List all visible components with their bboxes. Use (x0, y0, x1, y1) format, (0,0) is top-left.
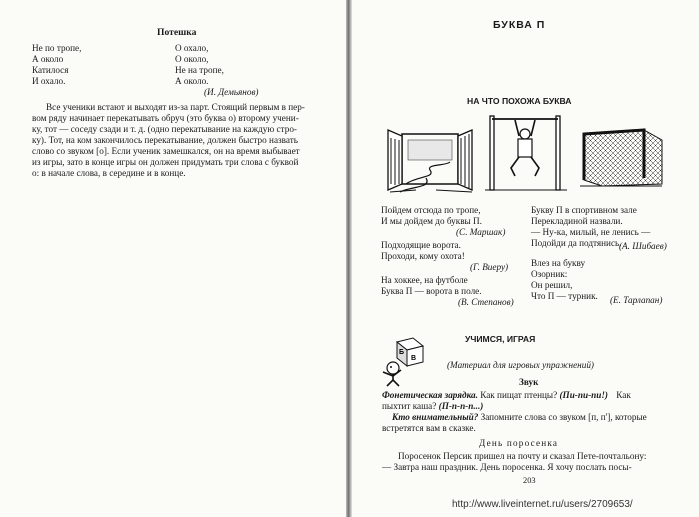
poem-author: (В. Степанов) (458, 297, 514, 307)
poem-author: (Г. Виеру) (470, 262, 509, 272)
attention-text: Запомните слова со звуком [п, п'], которые (480, 412, 647, 422)
poem-line: — Ну-ка, милый, не ленись — (531, 227, 651, 237)
poem-line: Не по тропе, (32, 43, 82, 53)
instruction-line: из игры, зато в конце игры он должен придумать три слова с буквой (32, 157, 299, 167)
poem-line: Букву П в спортивном зале (531, 205, 637, 215)
poem-author: (С. Маршак) (456, 227, 506, 237)
poem-line: Подходящие ворота. (381, 240, 461, 250)
instruction-line: слово со звуком [о]. Если ученик замешкался, он на время выбывает (32, 146, 300, 156)
phonetic-label: Фонетическая зарядка. (382, 390, 478, 400)
section-heading: НА ЧТО ПОХОЖА БУКВА (467, 96, 572, 106)
story-title: День поросенка (479, 438, 559, 448)
phonetic-line (382, 390, 631, 401)
page-title: БУКВА П (493, 19, 546, 31)
sound-heading: Звук (519, 377, 539, 387)
poem-line: И мы дойдем до буквы П. (381, 216, 482, 226)
poem-line: Катилося (32, 65, 69, 75)
poem-title: Потешка (157, 27, 197, 38)
watermark-url: http://www.liveinternet.ru/users/2709653/ (452, 499, 633, 510)
instruction-line: ку, тот — соседу сзади и т. д. (одно перекатывание на каждую стро- (32, 124, 297, 134)
section-heading: УЧИМСЯ, ИГРАЯ (465, 334, 536, 344)
poem-line: Перекладиной назвали. (531, 216, 623, 226)
poem-author: (Е. Тарлапан) (610, 295, 663, 305)
poem-line: Влез на букву (531, 258, 586, 268)
story-line: — Завтра наш праздник. День поросенка. Я хочу послать посы- (382, 462, 632, 472)
poem-line: Проходи, кому охота! (381, 251, 465, 261)
football-goal-illustration (578, 128, 664, 188)
poem-line: Не на тропе, (175, 65, 224, 75)
phonetic-answer: (Пи-пи-пи!) (559, 390, 608, 400)
poem-line: О около, (175, 54, 209, 64)
poem-line: А около. (175, 76, 209, 86)
instruction-line: Все ученики встают и выходят из-за парт. Стоящий первым в пер- (46, 102, 305, 112)
material-note: (Материал для игровых упражнений) (447, 360, 594, 370)
instruction-line: о: в начале слова, в середине и в конце. (32, 168, 186, 178)
phonetic-text: пыхтит каша? (382, 401, 437, 411)
phonetic-line (382, 401, 483, 412)
attention-line (392, 412, 647, 423)
poem-line: На хоккее, на футболе (381, 275, 468, 285)
poem-line: О охало, (175, 43, 209, 53)
poem-line: Он решил, (531, 280, 573, 290)
poem-line: Озорник: (531, 269, 568, 279)
phonetic-text: Как пищат птенцы? (480, 390, 558, 400)
attention-line: встретятся вам в сказке. (382, 423, 476, 433)
poem-author: (И. Демьянов) (204, 87, 259, 97)
poem-line: И охало. (32, 76, 66, 86)
door-illustration (386, 128, 476, 194)
page-number: 203 (523, 476, 536, 485)
poem-line: Буква П — ворота в поле. (381, 286, 482, 296)
poem-line: Что П — турник. (531, 291, 598, 301)
svg-text:Б: Б (399, 349, 405, 356)
poem-author: (А. Шибаев) (619, 241, 667, 251)
cube-character-illustration (375, 336, 427, 388)
attention-label: Кто внимательный? (392, 412, 479, 422)
poem-line: А около (32, 54, 64, 64)
svg-text:В: В (411, 355, 417, 362)
instruction-line: вом ряду начинает перекатывать обруч (это буква о) второму учени- (32, 113, 299, 123)
poem-line: Пойдем отсюда по тропе, (381, 205, 481, 215)
story-line: Поросенок Персик пришел на почту и сказал Пете-почтальону: (398, 451, 647, 461)
phonetic-answer: (П-п-п-п...) (438, 401, 484, 411)
instruction-line: ку). Тот, на ком закончилось перекатывание, должен быстро назвать (32, 135, 298, 145)
poem-line: Подойди да подтянись. (531, 238, 622, 248)
gymnast-on-bar-illustration (485, 110, 567, 192)
phonetic-text: Как (616, 390, 631, 400)
